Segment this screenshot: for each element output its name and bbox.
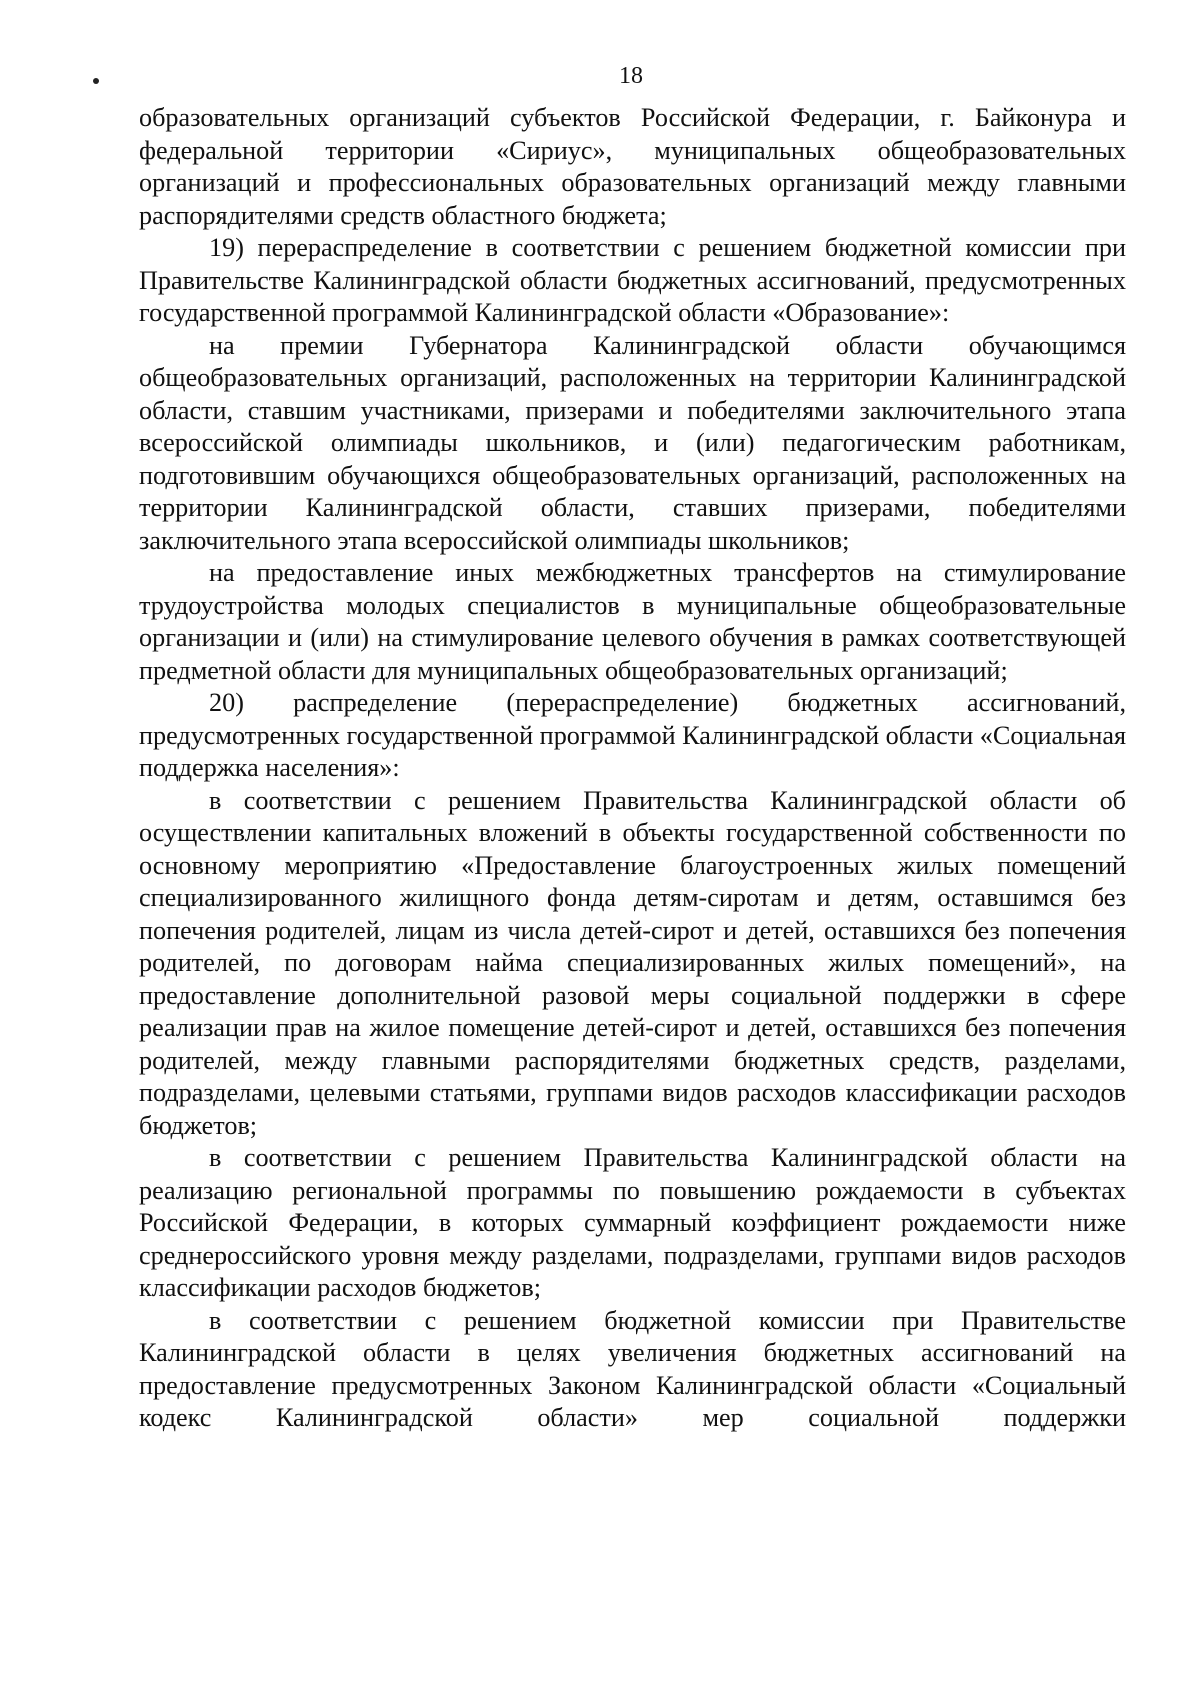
paragraph-continuation: образовательных организаций субъектов Российской Федерации, г. Байконура и федеральной территории «Сириус», муниципальных общеобразовательных организаций и профессиональных образовательных организаций между главными распорядителями средств областного бюджета; [139,103,1126,230]
paragraph-capital-investments: в соответствии с решением Правительства Калининградской области об осуществлении капитальных вложений в объекты государственной собственности по основному мероприятию «Предоставление благоустроенных жилых помещений специализированного жилищного фонда детям-сиротам и детям, оставшимся без попечения родителей, лицам из числа детей-сирот и детей, оставшихся без попечения родителей, по договорам найма специализированных жилых помещений», на предоставление дополнительной разовой меры социальной поддержки в сфере реализации прав на жилое помещение детей-сирот и детей, оставшихся без попечения родителей, между главными распорядителями бюджетных средств, разделами, подразделами, целевыми статьями, группами видов расходов классификации расходов бюджетов; [139,785,1126,1140]
paragraph-social-code: в соответствии с решением бюджетной комиссии при Правительстве Калининградской области в целях увеличения бюджетных ассигнований на предоставление предусмотренных Законом Калининградской области «Социальный кодекс Калининградской области» мер социальной поддержки [139,1305,1126,1432]
paragraph-birth-rate-program: в соответствии с решением Правительства Калининградской области на реализацию региональной программы по повышению рождаемости в субъектах Российской Федерации, в которых суммарный коэффициент рождаемости ниже среднероссийского уровня между разделами, подразделами, группами видов расходов классификации расходов бюджетов; [139,1143,1126,1302]
document-body [139,102,1126,1435]
paragraph-item-19: 19) перераспределение в соответствии с решением бюджетной комиссии при Правительстве Калининградской области бюджетных ассигнований, предусмотренных государственной программой Калининградской области «Образование»: [139,233,1126,327]
paragraph-interbudget-transfers: на предоставление иных межбюджетных трансфертов на стимулирование трудоустройства молодых специалистов в муниципальные общеобразовательные организации и (или) на стимулирование целевого обучения в рамках соответствующей предметной области для муниципальных общеобразовательных организаций; [139,558,1126,685]
paragraph-governor-prizes: на премии Губернатора Калининградской области обучающимся общеобразовательных организаций, расположенных на территории Калининградской области, ставшим участниками, призерами и победителями заключительного этапа всероссийской олимпиады школьников, и (или) педагогическим работникам, подготовившим обучающихся общеобразовательных организаций, расположенных на территории Калининградской области, ставших призерами, победителями заключительного этапа всероссийской олимпиады школьников; [139,330,1126,555]
page-number: 18 [619,63,643,89]
paragraph-item-20: 20) распределение (перераспределение) бюджетных ассигнований, предусмотренных государственной программой Калининградской области «Социальная поддержка населения»: [139,688,1127,782]
